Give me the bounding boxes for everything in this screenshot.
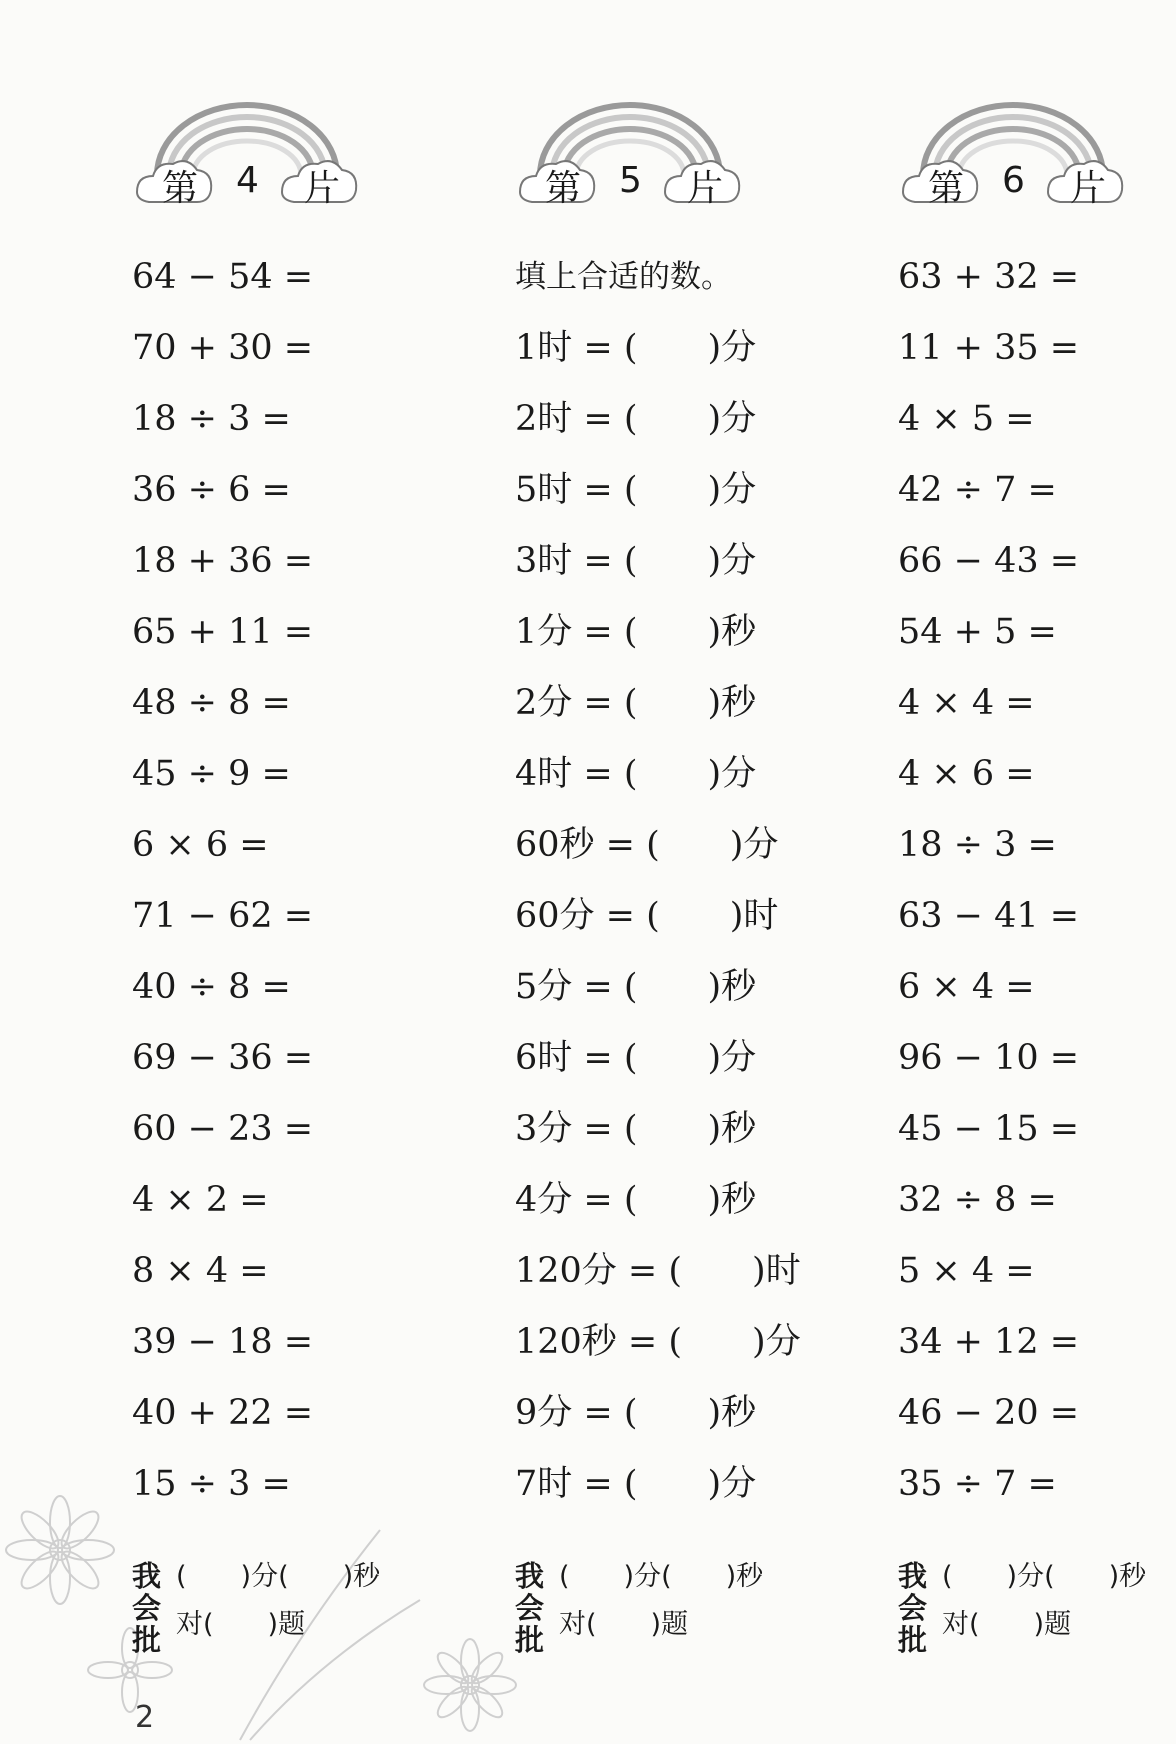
problem-item: 5 × 4 =: [898, 1251, 1035, 1291]
problem-item: 45 − 15 =: [898, 1109, 1080, 1149]
badge-number: 5: [619, 160, 642, 201]
problem-item: 18 + 36 =: [132, 541, 314, 581]
problem-item: 1分 = ( )秒: [515, 612, 757, 652]
problem-item: 6 × 4 =: [898, 967, 1035, 1007]
problem-list: [515, 247, 895, 1525]
problem-item: 4时 = ( )分: [515, 754, 757, 794]
problem-item: 18 ÷ 3 =: [898, 825, 1057, 865]
score-record: 对( )题: [559, 1609, 689, 1640]
problem-item: 39 − 18 =: [132, 1322, 314, 1362]
problem-item: 71 − 62 =: [132, 896, 314, 936]
problem-item: 40 ÷ 8 =: [132, 967, 291, 1007]
grading-label: 我 会 批: [898, 1559, 928, 1657]
problem-item: 4分 = ( )秒: [515, 1180, 757, 1220]
problem-item: 65 + 11 =: [132, 612, 314, 652]
problem-item: 2分 = ( )秒: [515, 683, 757, 723]
column-6: [898, 0, 1176, 1700]
problem-item: 3时 = ( )分: [515, 541, 757, 581]
problem-item: 54 + 5 =: [898, 612, 1057, 652]
problem-item: 5时 = ( )分: [515, 470, 757, 510]
score-record: 对( )题: [942, 1609, 1072, 1640]
problem-item: 4 × 2 =: [132, 1180, 269, 1220]
badge-suffix: 片: [304, 168, 341, 209]
problem-item: 11 + 35 =: [898, 328, 1080, 368]
problem-item: 48 ÷ 8 =: [132, 683, 291, 723]
problem-item: 36 ÷ 6 =: [132, 470, 291, 510]
card-badge: [515, 100, 745, 220]
problem-item: 63 − 41 =: [898, 896, 1080, 936]
problem-item: 4 × 6 =: [898, 754, 1035, 794]
problem-item: 15 ÷ 3 =: [132, 1464, 291, 1504]
problem-item: 1时 = ( )分: [515, 328, 757, 368]
page-number: 2: [135, 1700, 155, 1735]
column-4: [132, 0, 512, 1700]
problem-item: 96 − 10 =: [898, 1038, 1080, 1078]
badge-prefix: 第: [928, 168, 965, 209]
time-record: ( )分( )秒: [942, 1561, 1147, 1592]
problem-item: 64 − 54 =: [132, 257, 314, 297]
badge-number: 6: [1002, 160, 1025, 201]
score-record: 对( )题: [176, 1609, 306, 1640]
card-badge: [132, 100, 362, 220]
problem-item: 5分 = ( )秒: [515, 967, 757, 1007]
problem-item: 42 ÷ 7 =: [898, 470, 1057, 510]
problem-list: [898, 247, 1176, 1525]
problem-list: [132, 247, 512, 1525]
problem-item: 9分 = ( )秒: [515, 1393, 757, 1433]
problem-item: 6 × 6 =: [132, 825, 269, 865]
problem-item: 32 ÷ 8 =: [898, 1180, 1057, 1220]
problem-item: 40 + 22 =: [132, 1393, 314, 1433]
problem-item: 8 × 4 =: [132, 1251, 269, 1291]
time-record: ( )分( )秒: [176, 1561, 381, 1592]
grading-box: [132, 1560, 512, 1670]
problem-item: 18 ÷ 3 =: [132, 399, 291, 439]
problem-item: 2时 = ( )分: [515, 399, 757, 439]
problem-item: 60 − 23 =: [132, 1109, 314, 1149]
problem-item: 3分 = ( )秒: [515, 1109, 757, 1149]
badge-suffix: 片: [687, 168, 724, 209]
grading-box: [515, 1560, 895, 1670]
instruction-text: 填上合适的数。: [515, 259, 732, 295]
problem-item: 6时 = ( )分: [515, 1038, 757, 1078]
time-record: ( )分( )秒: [559, 1561, 764, 1592]
badge-number: 4: [236, 160, 259, 201]
problem-item: 7时 = ( )分: [515, 1464, 757, 1504]
badge-suffix: 片: [1070, 168, 1107, 209]
problem-item: 4 × 5 =: [898, 399, 1035, 439]
card-badge: [898, 100, 1128, 220]
grading-box: [898, 1560, 1176, 1670]
badge-prefix: 第: [545, 168, 582, 209]
problem-item: 35 ÷ 7 =: [898, 1464, 1057, 1504]
problem-item: 60秒 = ( )分: [515, 825, 779, 865]
problem-item: 69 − 36 =: [132, 1038, 314, 1078]
grading-label: 我 会 批: [132, 1559, 162, 1657]
column-5: [515, 0, 895, 1700]
problem-item: 45 ÷ 9 =: [132, 754, 291, 794]
problem-item: 34 + 12 =: [898, 1322, 1080, 1362]
problem-item: 70 + 30 =: [132, 328, 314, 368]
problem-item: 120分 = ( )时: [515, 1251, 801, 1291]
grading-label: 我 会 批: [515, 1559, 545, 1657]
problem-item: 63 + 32 =: [898, 257, 1080, 297]
problem-item: 4 × 4 =: [898, 683, 1035, 723]
problem-item: 60分 = ( )时: [515, 896, 779, 936]
problem-item: 66 − 43 =: [898, 541, 1080, 581]
problem-item: 46 − 20 =: [898, 1393, 1080, 1433]
badge-prefix: 第: [162, 168, 199, 209]
problem-item: 120秒 = ( )分: [515, 1322, 801, 1362]
